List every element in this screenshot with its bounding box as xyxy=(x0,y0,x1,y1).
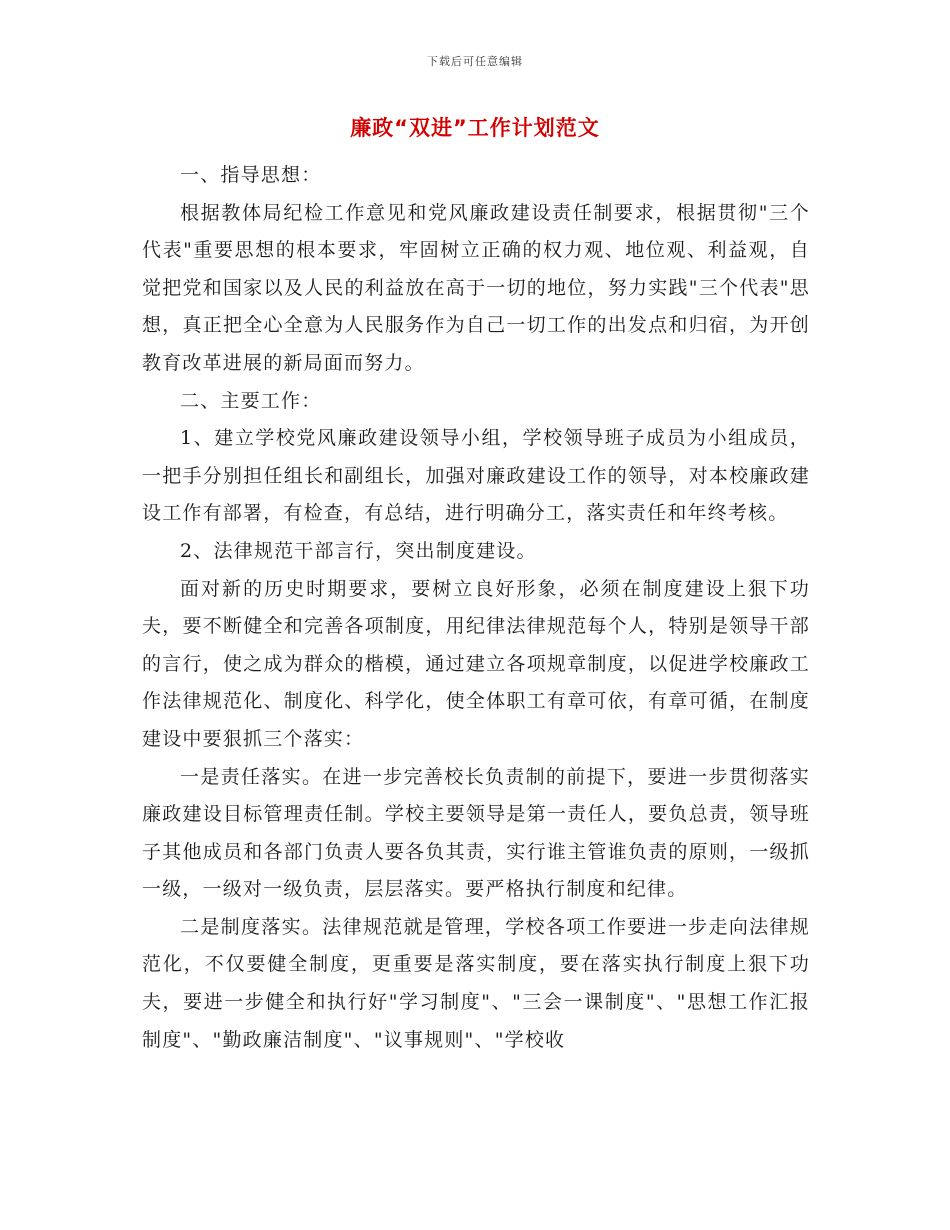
paragraph-guiding-ideology: 根据教体局纪检工作意见和党风廉政建设责任制要求，根据贯彻"三个代表"重要思想的根本要求，牢固树立正确的权力观、地位观、利益观，自觉把党和国家以及人民的利益放在高于一切的地位，努力实践"三个代表"思想，真正把全心全意为人民服务作为自己一切工作的出发点和归宿，为开创教育改革进展的新局面而努力。 xyxy=(142,201,810,374)
paragraph-work-item-2: 2、法律规范干部言行，突出制度建设。 xyxy=(180,539,537,562)
document-title: 廉政“双进”工作计划范文 xyxy=(350,116,600,140)
section-heading-main-work: 二、主要工作： xyxy=(180,389,322,412)
section-heading-guiding-ideology: 一、指导思想： xyxy=(180,164,322,186)
page-header-note: 下载后可任意编辑 xyxy=(427,55,523,68)
paragraph-system-implementation: 二是制度落实。法律规范就是管理，学校各项工作要进一步走向法律规范化，不仅要健全制度，更重要是落实制度，要在落实执行制度上狠下功夫，要进一步健全和执行好"学习制度"、"三会一课制度"、"思想工作汇报制度"、"勤政廉洁制度"、"议事规则"、"学校收 xyxy=(142,915,810,1051)
document-body xyxy=(142,157,810,1059)
paragraph-system-building: 面对新的历史时期要求，要树立良好形象，必须在制度建设上狠下功夫，要不断健全和完善各项制度，用纪律法律规范每个人，特别是领导干部的言行，使之成为群众的楷模，通过建立各项规章制度，以促进学校廉政工作法律规范化、制度化、科学化，使全体职工有章可依，有章可循，在制度建设中要狠抓三个落实： xyxy=(142,577,810,750)
paragraph-work-item-1: 1、建立学校党风廉政建设领导小组，学校领导班子成员为小组成员，一把手分别担任组长和副组长，加强对廉政建设工作的领导，对本校廉政建设工作有部署，有检查，有总结，进行明确分工，落实责任和年终考核。 xyxy=(142,427,810,525)
paragraph-responsibility: 一是责任落实。在进一步完善校长负责制的前提下，要进一步贯彻落实廉政建设目标管理责任制。学校主要领导是第一责任人，要负总责，领导班子其他成员和各部门负责人要各负其责，实行谁主管谁负责的原则，一级抓一级，一级对一级负责，层层落实。要严格执行制度和纪律。 xyxy=(142,765,810,901)
